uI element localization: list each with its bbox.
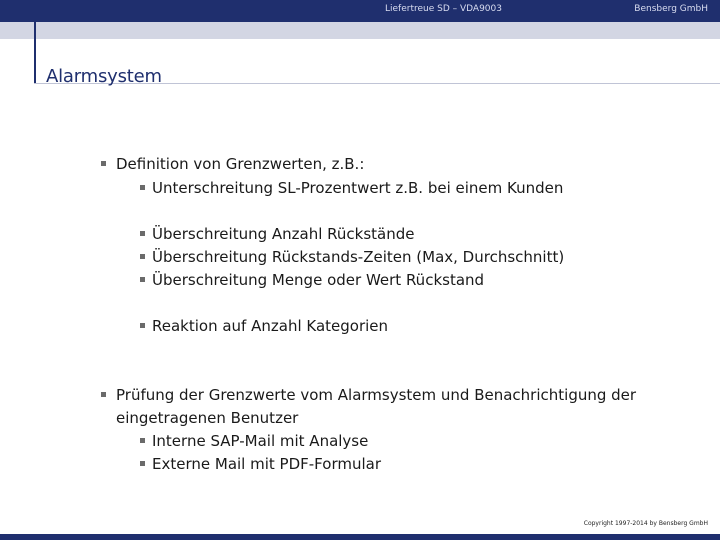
bullet-marker xyxy=(140,323,145,328)
footer-bar xyxy=(0,534,720,540)
page-title: Alarmsystem xyxy=(46,66,162,87)
bullet-marker xyxy=(140,438,145,443)
list-item: Prüfung der Grenzwerte vom Alarmsystem und Benachrichtigung der xyxy=(116,386,637,404)
list-item: Definition von Grenzwerten, z.B.: xyxy=(116,155,365,173)
header-subtitle: Liefertreue SD – VDA9003 xyxy=(385,4,502,14)
header-company: Bensberg GmbH xyxy=(634,4,708,14)
list-item: Unterschreitung SL-Prozentwert z.B. bei einem Kunden xyxy=(152,179,564,197)
bullet-marker xyxy=(140,254,145,259)
bullet-marker xyxy=(101,392,106,397)
bullet-marker xyxy=(101,161,106,166)
header-band xyxy=(0,22,720,39)
list-item-continuation: eingetragenen Benutzer xyxy=(116,409,299,427)
header-bar xyxy=(0,0,720,22)
bullet-marker xyxy=(140,277,145,282)
list-item: Externe Mail mit PDF-Formular xyxy=(152,455,381,473)
list-item: Überschreitung Rückstands-Zeiten (Max, Durchschnitt) xyxy=(152,248,565,266)
bullet-marker xyxy=(140,185,145,190)
title-vertical-rule xyxy=(34,20,36,84)
bullet-marker xyxy=(140,231,145,236)
list-item: Reaktion auf Anzahl Kategorien xyxy=(152,317,389,335)
bullet-marker xyxy=(140,461,145,466)
list-item: Überschreitung Anzahl Rückstände xyxy=(152,225,415,243)
list-item: Überschreitung Menge oder Wert Rückstand xyxy=(152,271,485,289)
list-item: Interne SAP-Mail mit Analyse xyxy=(152,432,369,450)
footer-copyright: Copyright 1997-2014 by Bensberg GmbH xyxy=(583,520,708,527)
